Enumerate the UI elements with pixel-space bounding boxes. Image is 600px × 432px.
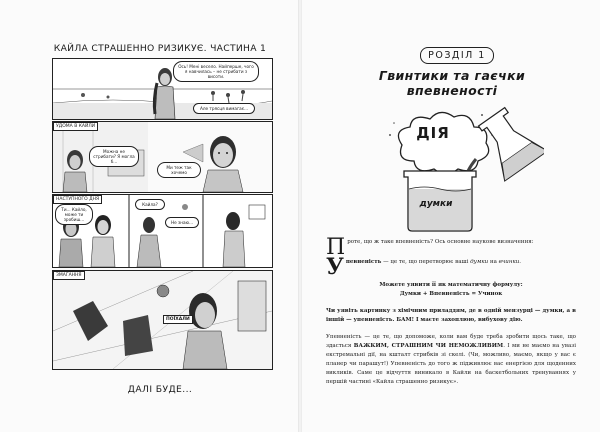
speech-bubble: Ось! Мені весело. Найперше, чого я навчилась – не стрибати з висоти. xyxy=(173,61,259,82)
drop-cap: П xyxy=(326,235,346,260)
bold-phrase: ВАЖКИМ, СТРАШНИМ ЧИ НЕМОЖЛИВИМ xyxy=(353,343,504,349)
chapter-title: Гвинтики та гаєчки впевненості xyxy=(378,68,526,98)
speech-bubble: Можна не стрибати? Я могла б... xyxy=(89,146,139,167)
illustration-label-action: ДІЯ xyxy=(416,124,450,142)
panel-sign: ПОЇХАЛИ xyxy=(163,315,193,324)
chapter-label: РОЗДІЛ 1 xyxy=(420,47,494,64)
paragraph-3: Чи уявіть картинку з хімічним приладдям, де в одній мензурці — думки, а в іншій — упевненість. БАМ! І маєте захоплюю, вибухову дію. xyxy=(326,308,576,323)
illustration-label-thoughts: думки xyxy=(419,199,453,209)
paragraph-text: . xyxy=(519,259,522,265)
formula-intro: Можете уявити її як математичну формулу: xyxy=(379,282,523,288)
paragraph-4 xyxy=(326,333,576,387)
comic-panel-2 xyxy=(52,121,273,193)
speech-bubble: Кайла? xyxy=(135,199,165,210)
emphasis: вчинки xyxy=(498,259,520,265)
panel-caption: ЗМАГАННЯ xyxy=(53,271,85,280)
home-scene-drawing xyxy=(53,122,272,192)
panel-caption: УДОМА В КАЙЛИ xyxy=(53,122,98,131)
paragraph-text: . І ми не маємо на увазі екстремальні дії, на кшталт стрибків зі скелі. (Чи, можливо, маємо, якщо у вас є планер чи парашут!) Упевненість до того ж підживлює вас енергією для щоденних викликів. Саме це відчуття виникало в Кайли на баскетбольних тренуваннях у першій частині «Кайла страшенно ризикує». xyxy=(326,343,576,385)
paragraph-2 xyxy=(326,254,576,280)
speech-bubble: Але трясця вимагає... xyxy=(193,103,255,114)
speech-bubble: Не знаю... xyxy=(165,217,199,228)
paragraph-text: Упевненість — це те, що допоможе, коли вам буде треба зробити щось таке, що здасться xyxy=(326,334,576,349)
bold-term: певненість xyxy=(345,259,382,265)
to-be-continued: ДАЛІ БУДЕ... xyxy=(127,384,193,395)
panel-caption: НАСТУПНОГО ДНЯ xyxy=(53,195,102,204)
speech-bubble: Ми теж так хочемо xyxy=(157,162,201,178)
emphasis: думки xyxy=(470,259,489,265)
comic-title: КАЙЛА СТРАШЕННО РИЗИКУЄ. ЧАСТИНА 1 xyxy=(53,43,267,54)
drop-cap: У xyxy=(326,254,344,280)
beaker-illustration xyxy=(382,105,544,233)
paragraph-text: роте, що ж таке впевненість? Ось основне наукове визначення: xyxy=(347,239,534,245)
comic-panel-4 xyxy=(52,270,273,370)
paragraph-text: — це те, що перетворює ваші xyxy=(381,259,471,265)
speech-bubble: Ти... Кайло, може ти зробиш... xyxy=(55,204,93,225)
paragraph-text: на xyxy=(488,259,499,265)
paragraph-1 xyxy=(326,235,576,260)
formula: Думки + Впевненість = Учинок xyxy=(399,291,503,297)
book-gutter xyxy=(298,0,302,432)
comic-panel-1 xyxy=(52,58,273,120)
comic-panel-3 xyxy=(52,194,273,268)
